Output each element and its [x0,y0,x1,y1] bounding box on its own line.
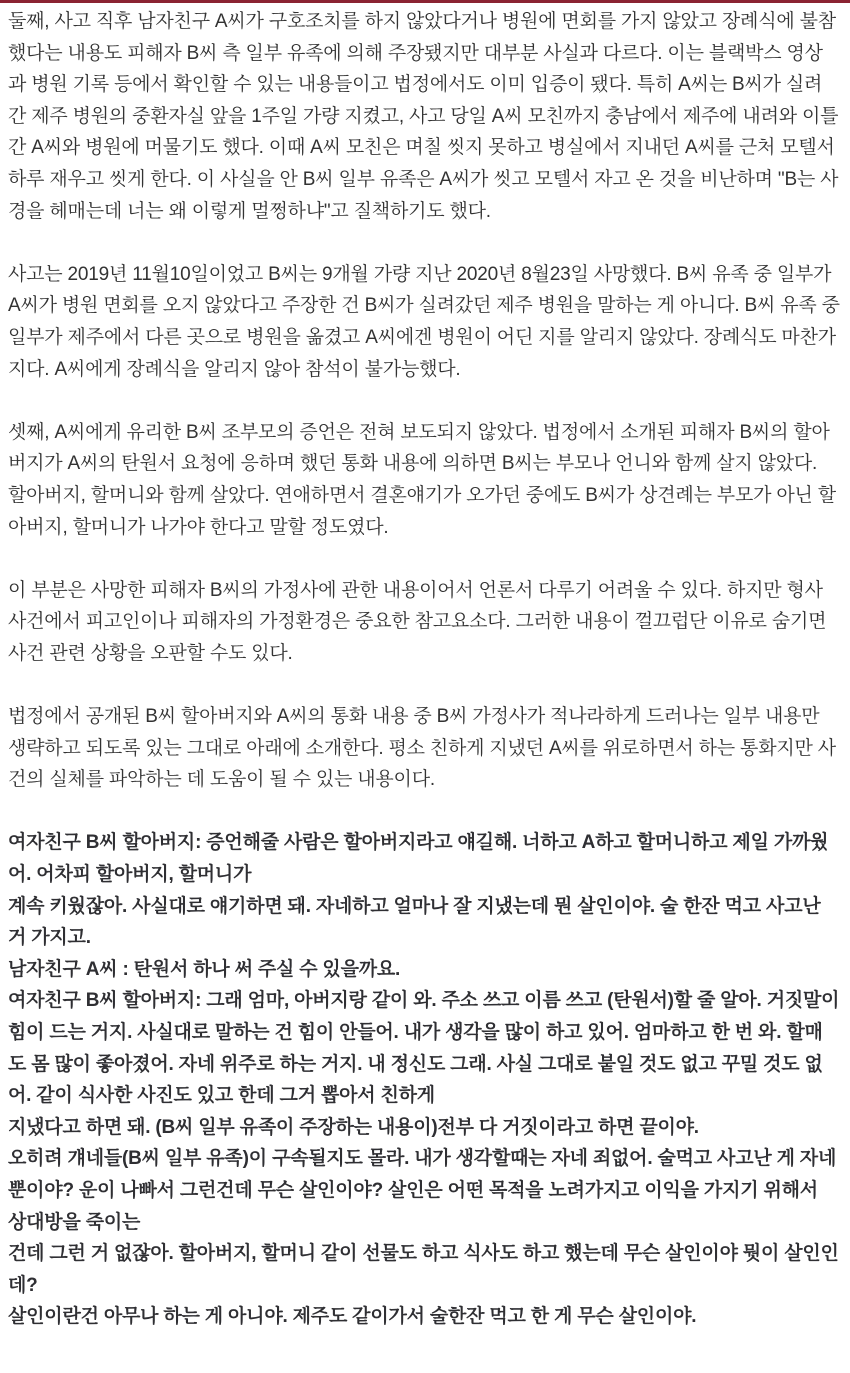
paragraph-family-background: 이 부분은 사망한 피해자 B씨의 가정사에 관한 내용이어서 언론서 다루기 어려울 수 있다. 하지만 형사 사건에서 피고인이나 피해자의 가정환경은 중요한 참고요소다. 그러한 내용이 껄끄럽단 이유로 숨기면 사건 관련 상황을 오판할 수도 있다. [8,579,827,664]
paragraph-grandparents-testimony: 셋째, A씨에게 유리한 B씨 조부모의 증언은 전혀 보도되지 않았다. 법정에서 소개된 피해자 B씨의 할아버지가 A씨의 탄원서 요청에 응하며 했던 통화 내용에 의하면 B씨는 부모나 언니와 함께 살지 않았다. 할아버지, 할머니와 함께 살았다. 연애하면서 결혼얘기가 오가던 중에도 B씨가 상견례는 부모가 아닌 할아버지, 할머니가 나가야 한다고 말할 정도였다. [8,421,836,538]
dialogue-line-grandfather-7: 살인이란건 아무나 하는 게 아니야. 제주도 같이가서 술한잔 먹고 한 게 무슨 살인이야. [8,1306,697,1328]
dialogue-line-grandfather-6: 건데 그런 거 없잖아. 할아버지, 할머니 같이 선물도 하고 식사도 하고 했는데 무슨 살인이야 뭣이 살인인데? [8,1243,839,1296]
dialogue-line-grandfather-1: 여자친구 B씨 할아버지: 증언해줄 사람은 할아버지라고 얘길해. 너하고 A하고 할머니하고 제일 가까웠어. 어차피 할아버지, 할머니가 [8,832,829,886]
paragraph-accident-dates: 사고는 2019년 11월10일이었고 B씨는 9개월 가량 지난 2020년 8월23일 사망했다. B씨 유족 중 일부가 A씨가 병원 면회를 오지 않았다고 주장한 건 B씨가 실려갔던 제주 병원을 말하는 게 아니다. B씨 유족 중 일부가 제주에서 다른 곳으로 병원을 옮겼고 A씨에겐 병원이 어딘 지를 알리지 않았다. 장례식도 마찬가지다. A씨에게 장례식을 알리지 않아 참석이 불가능했다. [8,263,840,380]
dialogue-line-grandfather-3: 여자친구 B씨 할아버지: 그래 엄마, 아버지랑 같이 와. 주소 쓰고 이름 쓰고 (탄원서)할 줄 알아. 거짓말이 힘이 드는 거지. 사실대로 말하는 건 힘이 안들어. 내가 생각을 많이 하고 있어. 엄마하고 한 번 와. 할매도 몸 많이 좋아졌어. 자네 위주로 하는 거지. 내 정신도 그래. 사실 그대로 붙일 것도 없고 꾸밀 것도 없어. 같이 식사한 사진도 있고 한데 그거 뽑아서 친하게 [8,990,840,1107]
dialogue-line-grandfather-5: 오히려 걔네들(B씨 일부 유족)이 구속될지도 몰라. 내가 생각할때는 자네 죄없어. 술먹고 사고난 게 자네 뿐이야? 운이 나빠서 그런건데 무슨 살인이야? 살인은 어떤 목적을 노려가지고 이익을 가지기 위해서 상대방을 죽이는 [8,1148,837,1233]
dialogue-line-grandfather-2: 계속 키웠잖아. 사실대로 얘기하면 돼. 자네하고 얼마나 잘 지냈는데 뭔 살인이야. 술 한잔 먹고 사고난 거 가지고. [8,895,821,949]
dialogue-line-boyfriend: 남자친구 A씨 : 탄원서 하나 써 주실 수 있을까요. [8,958,401,980]
paragraph-call-intro: 법정에서 공개된 B씨 할아버지와 A씨의 통화 내용 중 B씨 가정사가 적나라하게 드러나는 일부 내용만 생략하고 되도록 있는 그대로 아래에 소개한다. 평소 친하게 지냈던 A씨를 위로하면서 하는 통화지만 사건의 실체를 파악하는 데 도움이 될 수 있는 내용이다. [8,706,836,791]
dialogue-line-grandfather-4: 지냈다고 하면 돼. (B씨 일부 유족이 주장하는 내용이)전부 다 거짓이라고 하면 끝이야. [8,1116,699,1138]
article-body [0,3,850,1373]
dialogue-section [8,827,840,1333]
paragraph-aftermath-claims: 둘째, 사고 직후 남자친구 A씨가 구호조치를 하지 않았다거나 병원에 면회를 가지 않았고 장례식에 불참했다는 내용도 피해자 B씨 측 일부 유족에 의해 주장됐지만 대부분 사실과 다르다. 이는 블랙박스 영상과 병원 기록 등에서 확인할 수 있는 내용들이고 법정에서도 이미 입증이 됐다. 특히 A씨는 B씨가 실려간 제주 병원의 중환자실 앞을 1주일 가량 지켰고, 사고 당일 A씨 모친까지 충남에서 제주에 내려와 이틀간 A씨와 병원에 머물기도 했다. 이때 A씨 모친은 며칠 씻지 못하고 병실에서 지내던 A씨를 근처 모텔서 하루 재우고 씻게 한다. 이 사실을 안 B씨 일부 유족은 A씨가 씻고 모텔서 자고 온 것을 비난하며 "B는 사경을 헤매는데 너는 왜 이렇게 멀쩡하냐"고 질책하기도 했다. [8,11,839,222]
